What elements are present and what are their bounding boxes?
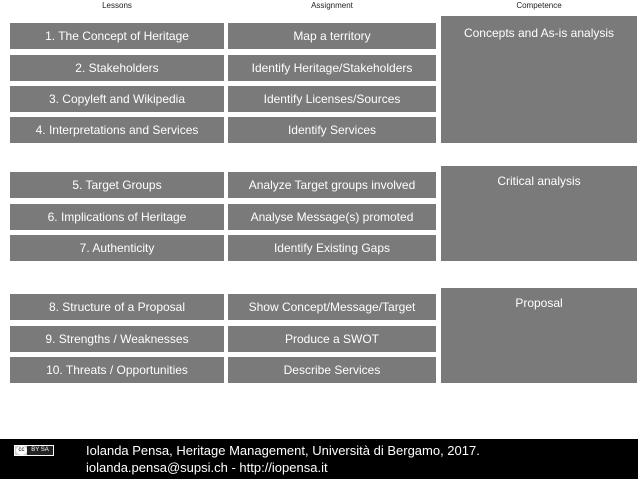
lesson-6: 6. Implications of Heritage	[10, 204, 224, 230]
assignment-7: Identify Existing Gaps	[228, 235, 436, 261]
lesson-3: 3. Copyleft and Wikipedia	[10, 86, 224, 112]
cc-license-label: BY SA	[27, 446, 53, 455]
assignment-9: Produce a SWOT	[228, 326, 436, 352]
header-lessons: Lessons	[102, 1, 132, 10]
competence-critical-analysis: Critical analysis	[441, 166, 637, 261]
lesson-8: 8. Structure of a Proposal	[10, 294, 224, 320]
assignment-10: Describe Services	[228, 357, 436, 383]
assignment-4: Identify Services	[228, 117, 436, 143]
assignment-3: Identify Licenses/Sources	[228, 86, 436, 112]
lesson-10: 10. Threats / Opportunities	[10, 357, 224, 383]
footer-bar	[0, 439, 638, 479]
cc-logo-icon: cc	[16, 446, 27, 455]
lesson-1: 1. The Concept of Heritage	[10, 23, 224, 49]
lesson-5: 5. Target Groups	[10, 172, 224, 198]
header-assignment: Assignment	[311, 1, 353, 10]
lesson-9: 9. Strengths / Weaknesses	[10, 326, 224, 352]
competence-concepts: Concepts and As-is analysis	[441, 16, 637, 143]
footer-credit-line: Iolanda Pensa, Heritage Management, Università di Bergamo, 2017.	[86, 443, 480, 458]
lesson-4: 4. Interpretations and Services	[10, 117, 224, 143]
lesson-7: 7. Authenticity	[10, 235, 224, 261]
assignment-8: Show Concept/Message/Target	[228, 294, 436, 320]
assignment-5: Analyze Target groups involved	[228, 172, 436, 198]
lesson-2: 2. Stakeholders	[10, 55, 224, 81]
assignment-1: Map a territory	[228, 23, 436, 49]
competence-proposal: Proposal	[441, 288, 637, 383]
header-competence: Competence	[516, 1, 562, 10]
cc-license-icon	[14, 445, 54, 456]
assignment-2: Identify Heritage/Stakeholders	[228, 55, 436, 81]
assignment-6: Analyse Message(s) promoted	[228, 204, 436, 230]
footer-contact-line: iolanda.pensa@supsi.ch - http://iopensa.it	[86, 460, 328, 475]
